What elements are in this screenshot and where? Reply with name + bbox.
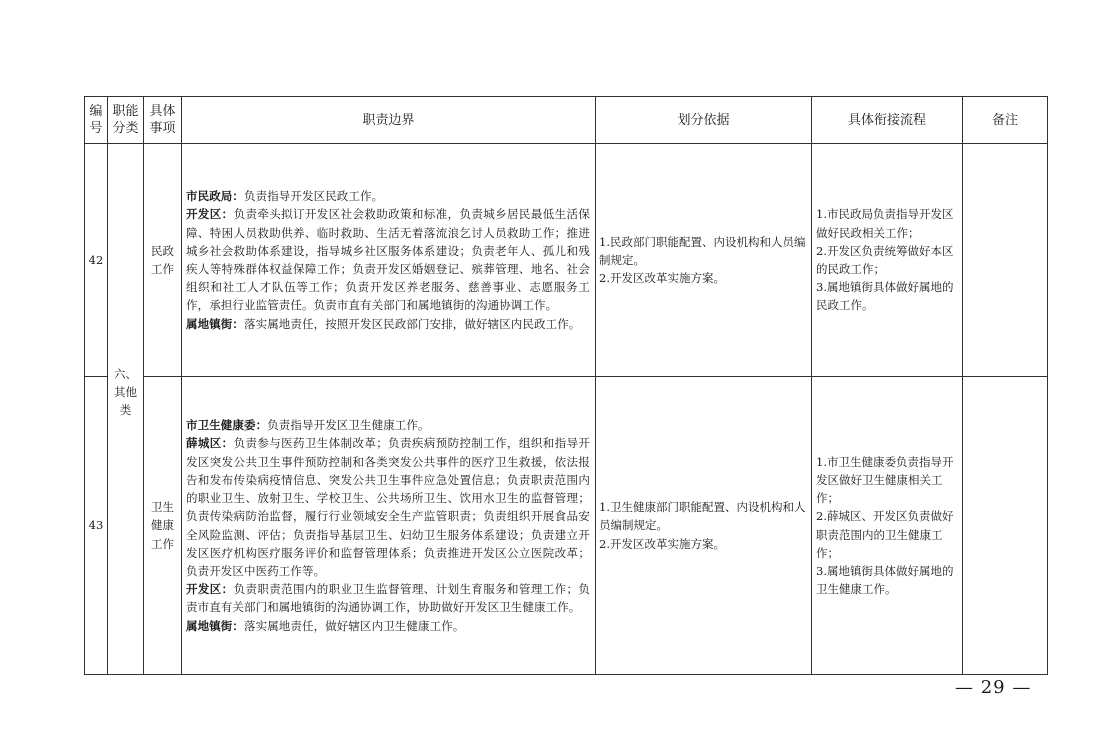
category-cell: 六、 其他 类 <box>108 144 144 675</box>
table-row <box>85 144 1048 377</box>
boundary-paragraph: 属地镇街：落实属地责任，做好辖区内卫生健康工作。 <box>186 618 465 633</box>
header-remark: 备注 <box>963 97 1048 144</box>
remark-cell <box>963 144 1048 377</box>
item-cell: 民政 工作 <box>144 144 182 377</box>
responsibility-table <box>84 96 1048 675</box>
row-number: 42 <box>85 144 108 377</box>
boundary-cell <box>182 377 596 675</box>
header-item: 具体 事项 <box>144 97 182 144</box>
boundary-paragraph: 属地镇街：落实属地责任，按照开发区民政部门安排，做好辖区内民政工作。 <box>186 316 581 331</box>
item-cell: 卫生 健康 工作 <box>144 377 182 675</box>
boundary-paragraph: 开发区：负责牵头拟订开发区社会救助政策和标准，负责城乡居民最低生活保障、特困人员救助供养、临时救助、生活无着落流浪乞讨人员救助工作；推进城乡社会救助体系建设，指导城乡社区服务体系建设；负责老年人、孤儿和残疾人等特殊群体权益保障工作；负责开发区婚姻登记、殡葬管理、地名、社会组织和社工人才队伍等工作；负责开发区养老服务、慈善事业、志愿服务工作，承担行业监管责任。负责市直有关部门和属地镇街的沟通协调工作。 <box>186 207 590 313</box>
boundary-paragraph: 开发区：负责职责范围内的职业卫生监督管理、计划生育服务和管理工作；负责市直有关部门和属地镇街的沟通协调工作，协助做好开发区卫生健康工作。 <box>186 582 590 615</box>
header-no: 编 号 <box>85 97 108 144</box>
header-basis: 划分依据 <box>596 97 812 144</box>
header-category: 职能 分类 <box>108 97 144 144</box>
header-row <box>85 97 1048 144</box>
header-flow: 具体衔接流程 <box>812 97 963 144</box>
flow-cell: 1.市民政局负责指导开发区做好民政相关工作； 2.开发区负责统筹做好本区的民政工作； 3.属地镇街具体做好属地的民政工作。 <box>812 144 963 377</box>
remark-cell <box>963 377 1048 675</box>
boundary-paragraph: 市民政局：负责指导开发区民政工作。 <box>186 189 384 204</box>
page-number: — 29 — <box>955 677 1032 698</box>
boundary-paragraph: 薛城区：负责参与医药卫生体制改革；负责疾病预防控制工作，组织和指导开发区突发公共卫生事件预防控制和各类突发公共事件的医疗卫生救援，依法报告和发布传染病疫情信息、突发公共卫生事件应急处置信息；负责职责范围内的职业卫生、放射卫生、学校卫生、公共场所卫生、饮用水卫生的监督管理；负责传染病防治监督，履行行业领域安全生产监管职责；负责组织开展食品安全风险监测、评估；负责指导基层卫生、妇幼卫生服务体系建设；负责建立开发区医疗机构医疗服务评价和监督管理体系；负责推进开发区公立医院改革；负责开发区中医药工作等。 <box>186 436 590 578</box>
header-boundary: 职责边界 <box>182 97 596 144</box>
boundary-paragraph: 市卫生健康委：负责指导开发区卫生健康工作。 <box>186 418 430 433</box>
basis-cell: 1.民政部门职能配置、内设机构和人员编制规定。 2.开发区改革实施方案。 <box>596 144 812 377</box>
basis-cell: 1.卫生健康部门职能配置、内设机构和人员编制规定。 2.开发区改革实施方案。 <box>596 377 812 675</box>
flow-cell: 1.市卫生健康委负责指导开发区做好卫生健康相关工作； 2.薛城区、开发区负责做好职责范围内的卫生健康工作； 3.属地镇街具体做好属地的卫生健康工作。 <box>812 377 963 675</box>
boundary-cell <box>182 144 596 377</box>
row-number: 43 <box>85 377 108 675</box>
table-row <box>85 377 1048 675</box>
